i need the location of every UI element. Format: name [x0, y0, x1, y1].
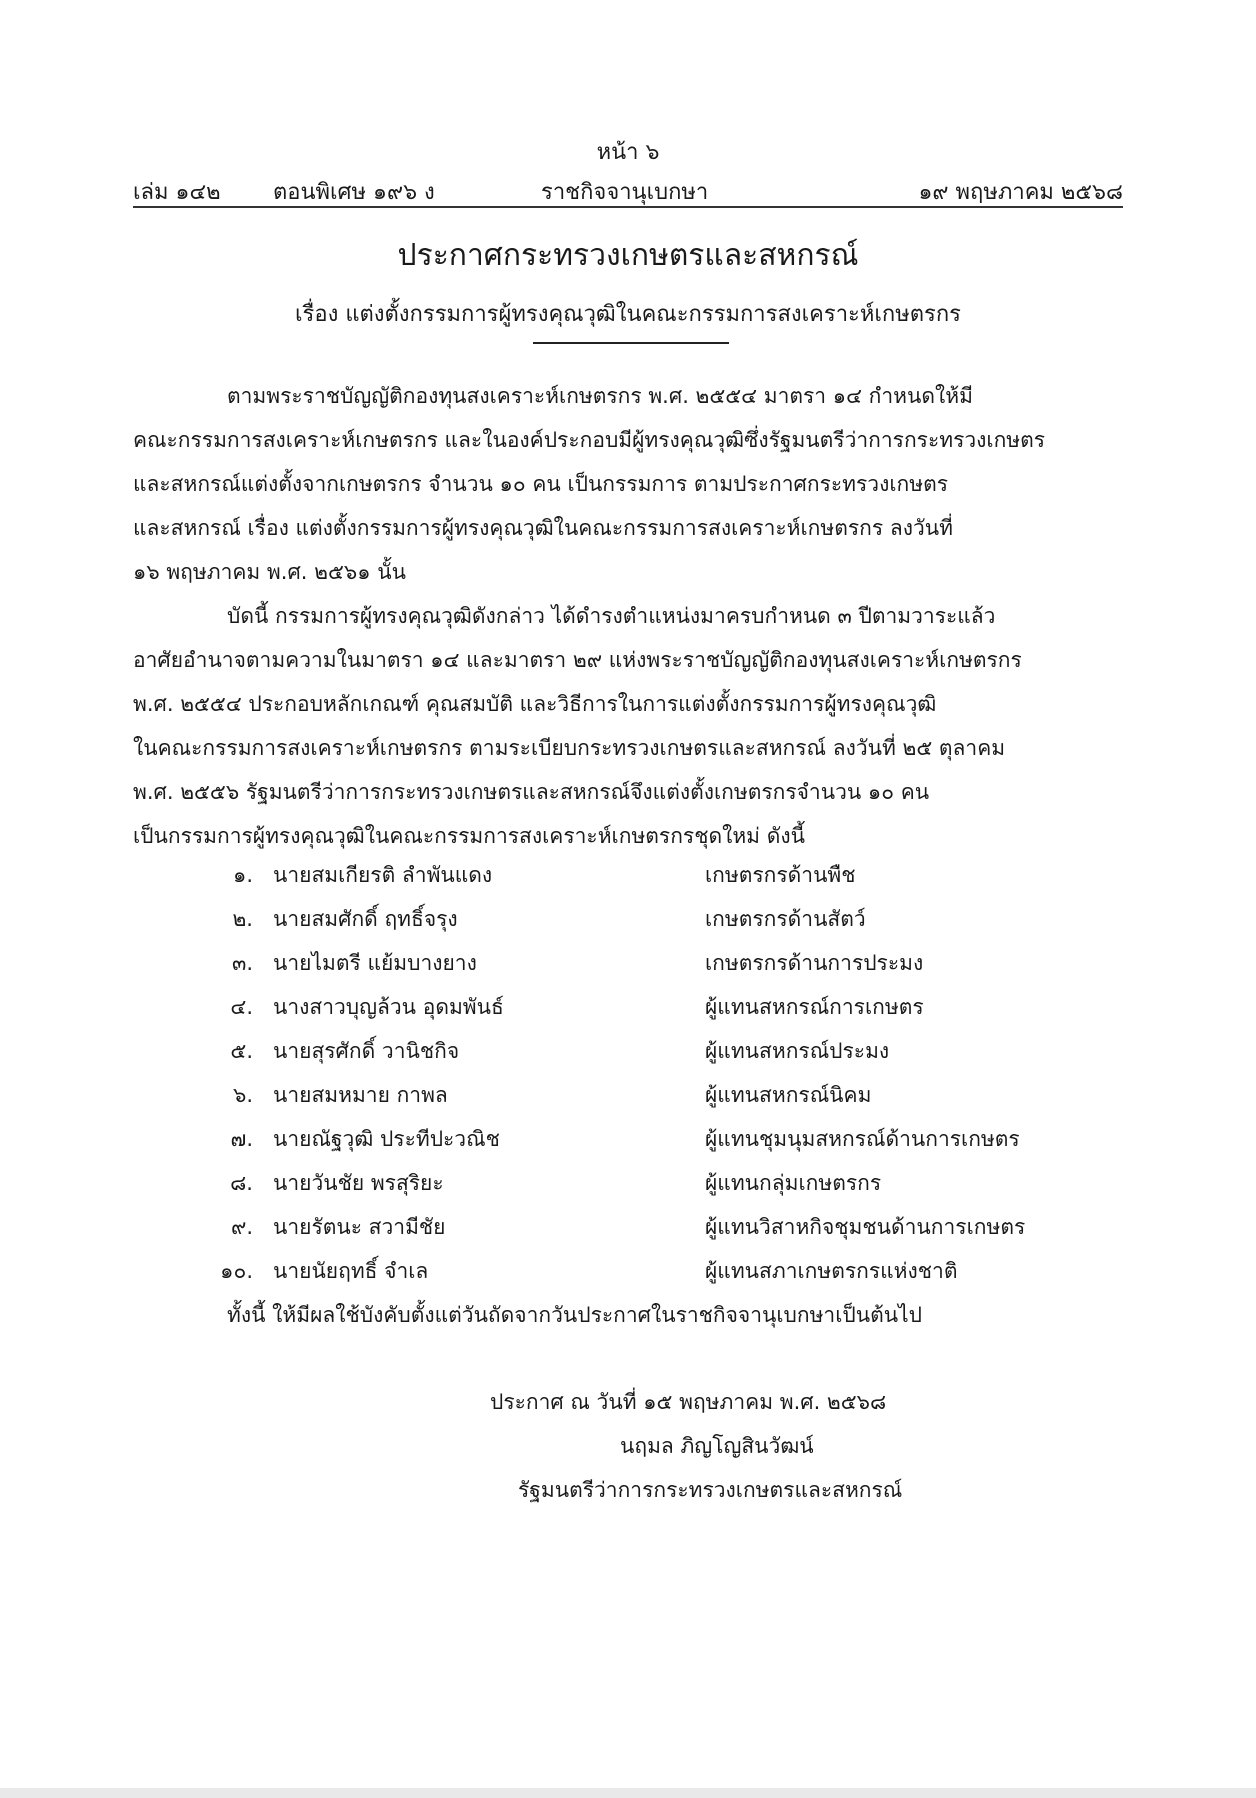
member-item — [133, 1073, 1113, 1117]
member-number: ๑. — [232, 863, 253, 887]
section-label: ตอนพิเศษ ๑๙๖ ง — [273, 180, 435, 205]
member-role: เกษตรกรด้านพืช — [705, 863, 856, 887]
paragraph-line: พ.ศ. ๒๕๕๔ ประกอบหลักเกณฑ์ คุณสมบัติ และวิธีการในการแต่งตั้งกรรมการผู้ทรงคุณวุฒิ — [133, 692, 937, 716]
member-role: ผู้แทนสภาเกษตรกรแห่งชาติ — [705, 1259, 958, 1283]
member-item — [133, 1117, 1113, 1161]
gazette-header — [133, 174, 1123, 208]
member-name: นายรัตนะ สวามีชัย — [273, 1215, 446, 1239]
signature-date: ประกาศ ณ วันที่ ๑๕ พฤษภาคม พ.ศ. ๒๕๖๘ — [490, 1390, 887, 1414]
member-number: ๕. — [230, 1039, 253, 1063]
member-item — [133, 1249, 1113, 1293]
paragraph-line: บัดนี้ กรรมการผู้ทรงคุณวุฒิดังกล่าว ได้ดำรงตำแหน่งมาครบกำหนด ๓ ปีตามวาระแล้ว — [227, 604, 996, 628]
member-list — [133, 853, 1113, 1293]
member-item — [133, 941, 1113, 985]
member-role: เกษตรกรด้านสัตว์ — [705, 907, 866, 931]
member-item — [133, 1029, 1113, 1073]
member-item — [133, 985, 1113, 1029]
member-name: นายสุรศักดิ์ วานิชกิจ — [273, 1039, 460, 1063]
member-role: ผู้แทนสหกรณ์ประมง — [705, 1039, 890, 1063]
bottom-edge — [0, 1788, 1256, 1798]
member-name: นางสาวบุญล้วน อุดมพันธ์ — [273, 995, 504, 1019]
member-number: ๑๐. — [220, 1259, 253, 1283]
member-role: ผู้แทนชุมนุมสหกรณ์ด้านการเกษตร — [705, 1127, 1020, 1151]
member-role: เกษตรกรด้านการประมง — [705, 951, 924, 975]
gazette-name: ราชกิจจานุเบกษา — [541, 180, 709, 205]
paragraph-line: พ.ศ. ๒๕๕๖ รัฐมนตรีว่าการกระทรวงเกษตรและสหกรณ์จึงแต่งตั้งเกษตรกรจำนวน ๑๐ คน — [133, 780, 930, 804]
member-role: ผู้แทนสหกรณ์การเกษตร — [705, 995, 924, 1019]
member-item — [133, 1205, 1113, 1249]
paragraph-line: และสหกรณ์แต่งตั้งจากเกษตรกร จำนวน ๑๐ คน เป็นกรรมการ ตามประกาศกระทรวงเกษตร — [133, 472, 948, 496]
member-item — [133, 1161, 1113, 1205]
effective-clause: ทั้งนี้ ให้มีผลใช้บังคับตั้งแต่วันถัดจากวันประกาศในราชกิจจานุเบกษาเป็นต้นไป — [227, 1303, 922, 1327]
member-number: ๙. — [230, 1215, 253, 1239]
title-divider — [533, 342, 729, 344]
announcement-subject: เรื่อง แต่งตั้งกรรมการผู้ทรงคุณวุฒิในคณะกรรมการสงเคราะห์เกษตรกร — [295, 302, 961, 327]
member-number: ๓. — [231, 951, 253, 975]
member-item — [133, 897, 1113, 941]
member-name: นายสมหมาย กาพล — [273, 1083, 448, 1107]
member-name: นายสมเกียรติ ลำพันแดง — [273, 863, 493, 887]
paragraph-line: ตามพระราชบัญญัติกองทุนสงเคราะห์เกษตรกร พ.ศ. ๒๕๕๔ มาตรา ๑๔ กำหนดให้มี — [227, 384, 973, 408]
member-name: นายสมศักดิ์ ฤทธิ์จรุง — [273, 907, 458, 931]
member-name: นายไมตรี แย้มบางยาง — [273, 951, 477, 975]
paragraph-line: และสหกรณ์ เรื่อง แต่งตั้งกรรมการผู้ทรงคุณวุฒิในคณะกรรมการสงเคราะห์เกษตรกร ลงวันที่ — [133, 516, 953, 540]
member-number: ๔. — [230, 995, 253, 1019]
paragraph-line: คณะกรรมการสงเคราะห์เกษตรกร และในองค์ประกอบมีผู้ทรงคุณวุฒิซึ่งรัฐมนตรีว่าการกระทรวงเกษตร — [133, 428, 1046, 452]
member-name: นายนัยฤทธิ์ จำเล — [273, 1259, 429, 1283]
volume-label: เล่ม ๑๔๒ — [133, 180, 221, 205]
announcement-title: ประกาศกระทรวงเกษตรและสหกรณ์ — [397, 238, 859, 273]
paragraph-line: ๑๖ พฤษภาคม พ.ศ. ๒๕๖๑ นั้น — [133, 560, 406, 584]
gazette-date: ๑๙ พฤษภาคม ๒๕๖๘ — [918, 180, 1123, 205]
member-role: ผู้แทนกลุ่มเกษตรกร — [705, 1171, 882, 1195]
paragraph-line: เป็นกรรมการผู้ทรงคุณวุฒิในคณะกรรมการสงเคราะห์เกษตรกรชุดใหม่ ดังนี้ — [133, 824, 805, 848]
member-name: นายวันชัย พรสุริยะ — [273, 1171, 444, 1195]
signatory-title: รัฐมนตรีว่าการกระทรวงเกษตรและสหกรณ์ — [518, 1478, 903, 1502]
member-item — [133, 853, 1113, 897]
page-number: หน้า ๖ — [596, 140, 660, 165]
member-number: ๖. — [232, 1083, 253, 1107]
member-name: นายณัฐวุฒิ ประทีปะวณิช — [273, 1127, 500, 1151]
paragraph-line: ในคณะกรรมการสงเคราะห์เกษตรกร ตามระเบียบกระทรวงเกษตรและสหกรณ์ ลงวันที่ ๒๕ ตุลาคม — [133, 736, 1006, 760]
member-role: ผู้แทนสหกรณ์นิคม — [705, 1083, 872, 1107]
paragraph-preamble — [133, 374, 1113, 594]
member-number: ๒. — [232, 907, 253, 931]
paragraph-line: อาศัยอำนาจตามความในมาตรา ๑๔ และมาตรา ๒๙ แห่งพระราชบัญญัติกองทุนสงเคราะห์เกษตรกร — [133, 648, 1022, 672]
member-number: ๘. — [230, 1171, 253, 1195]
signatory-name: นฤมล ภิญโญสินวัฒน์ — [620, 1434, 814, 1458]
member-role: ผู้แทนวิสาหกิจชุมชนด้านการเกษตร — [705, 1215, 1026, 1239]
paragraph-appointment — [133, 594, 1113, 858]
member-number: ๗. — [230, 1127, 253, 1151]
